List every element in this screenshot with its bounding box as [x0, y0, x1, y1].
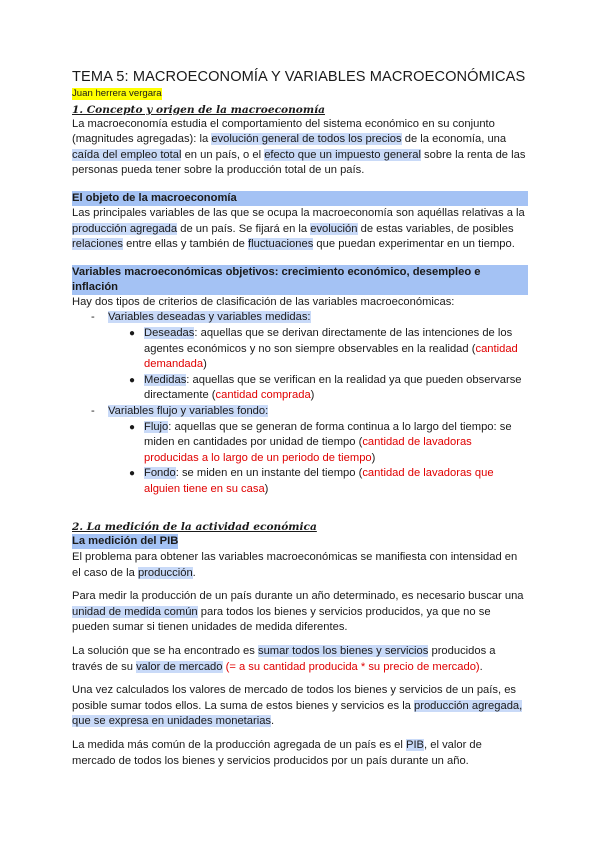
list-item [72, 404, 528, 498]
highlight: producción [137, 566, 193, 579]
list-item: ● Medidas: aquellas que se verifican en la realidad ya que pueden observarse directamente (cantidad comprada) [129, 373, 522, 402]
highlight: unidad de medida común [72, 605, 198, 618]
paragraph: La solución que se ha encontrado es sumar todos los bienes y servicios producidos a través de su valor de mercado (= a su cantidad producida * su precio de mercado). [72, 645, 496, 673]
highlight: evolución [310, 222, 358, 235]
list-item-label: Variables deseadas y variables medidas: [108, 311, 311, 324]
highlight: producción agregada [72, 222, 178, 235]
variables-list [72, 310, 528, 497]
list-item [72, 310, 528, 404]
highlight: producción agregada, que se expresa en unidades monetarias [72, 699, 523, 728]
highlight: caída del empleo total [72, 148, 182, 161]
author-name: Juan herrera vergara [72, 88, 162, 99]
list-item-label: Variables flujo y variables fondo: [108, 404, 269, 417]
section-2-heading: 2. La medición de la actividad económica [72, 521, 317, 534]
paragraph: Una vez calculados los valores de mercado de todos los bienes y servicios de un país, es posible sumar todos ellos. La suma de estos bienes y servicios es la producción agregada, que se expresa en unidades monetarias. [72, 684, 523, 728]
dash-marker: - [91, 404, 95, 417]
list-item: ● Flujo: aquellas que se generan de forma continua a lo largo del tiempo: se miden en cantidades por unidad de tiempo (cantidad de lavadoras producidas a lo largo de un periodo de tiempo) [129, 420, 512, 464]
document-title: TEMA 5: MACROECONOMÍA Y VARIABLES MACROECONÓMICAS [72, 69, 526, 85]
highlight: sumar todos los bienes y servicios [257, 645, 429, 658]
bullet-icon: ● [129, 327, 136, 339]
variables-intro: Hay dos tipos de criterios de clasificación de las variables macroeconómicas: [72, 295, 455, 308]
bullet-icon: ● [129, 421, 136, 433]
highlight: relaciones [72, 238, 123, 251]
dash-marker: - [91, 311, 95, 324]
section-1-paragraph: La macroeconomía estudia el comportamiento del sistema económico en su conjunto (magnitudes agregadas): la evolución general de todos los precios de la economía, una caída del empleo total en un país, o el efecto que un impuesto general sobre la renta de las personas pueda tener sobre la producción total de un país. [72, 117, 526, 177]
sub-list [108, 420, 528, 498]
paragraph: Para medir la producción de un país durante un año determinado, es necesario buscar una unidad de medida común para todos los bienes y servicios producidos, ya que no se pueden sumar si tienen unidades de medida diferentes. [72, 590, 524, 634]
document-page [72, 68, 528, 769]
objeto-paragraph: Las principales variables de las que se ocupa la macroeconomía son aquéllas relativas a la producción agregada de un país. Se fijará en la evolución de estas variables, de posibles relaciones entre ellas y también de fluctuaciones que puedan experimentar en un tiempo. [72, 206, 525, 251]
highlight: efecto que un impuesto general [264, 148, 421, 161]
bullet-icon: ● [129, 468, 136, 480]
highlight: evolución general de todos los precios [211, 133, 402, 146]
list-item: ● Fondo: se miden en un instante del tiempo (cantidad de lavadoras que alguien tiene en su casa) [129, 467, 494, 495]
objeto-heading: El objeto de la macroeconomía [72, 191, 528, 206]
bullet-icon: ● [129, 374, 136, 386]
list-item: ● Deseadas: aquellas que se derivan directamente de las intenciones de los agentes económicos y no son siempre observables en la realidad (cantidad demandada) [129, 326, 518, 371]
highlight: valor de mercado [136, 660, 223, 673]
paragraph: La medida más común de la producción agregada de un país es el PIB, el valor de mercado de todos los bienes y servicios producidos por un país durante un año. [72, 739, 482, 767]
paragraph: El problema para obtener las variables macroeconómicas se manifiesta con intensidad en el caso de la producción. [72, 551, 518, 579]
section-1-heading: 1. Concepto y origen de la macroeconomía [72, 103, 325, 116]
pib-heading: La medición del PIB [72, 535, 179, 548]
highlight: fluctuaciones [248, 238, 314, 251]
sub-list [108, 326, 528, 404]
variables-heading: Variables macroeconómicas objetivos: crecimiento económico, desempleo e inflación [72, 265, 528, 295]
highlight: PIB [405, 739, 425, 751]
